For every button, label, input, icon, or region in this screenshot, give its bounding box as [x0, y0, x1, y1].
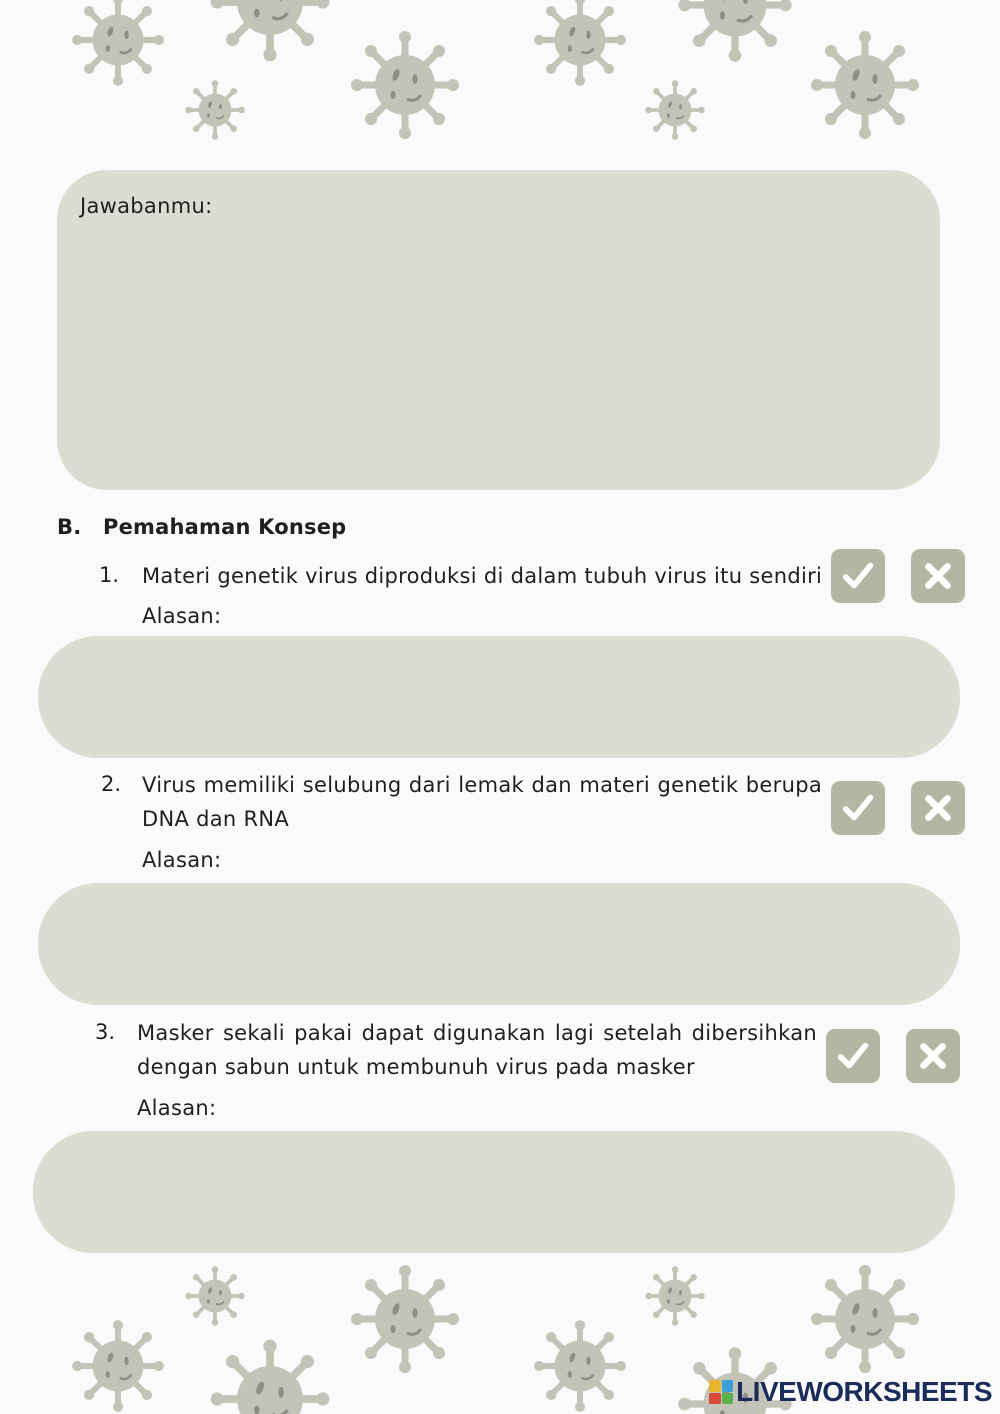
check-icon: [834, 1037, 872, 1075]
liveworksheets-logo: [709, 1376, 992, 1408]
answer-label: Jawabanmu:: [80, 194, 213, 218]
question-number: 1.: [99, 563, 120, 587]
section-heading: [57, 515, 346, 539]
close-icon: [919, 557, 957, 595]
true-button[interactable]: [831, 549, 885, 603]
answer-box-main[interactable]: [57, 170, 940, 490]
question-text: Virus memiliki selubung dari lemak dan materi genetik berupa DNA dan RNA: [142, 773, 822, 831]
reason-input[interactable]: [38, 636, 960, 758]
reason-label: Alasan:: [142, 848, 222, 872]
false-button[interactable]: [911, 781, 965, 835]
virus-decoration-top: [0, 0, 1000, 160]
reason-label: Alasan:: [137, 1096, 217, 1120]
close-icon: [914, 1037, 952, 1075]
question-text: Materi genetik virus diproduksi di dalam tubuh virus itu sendiri: [142, 564, 823, 588]
reason-input[interactable]: [33, 1131, 955, 1253]
true-button[interactable]: [831, 781, 885, 835]
question-text: Masker sekali pakai dapat digunakan lagi setelah dibersihkan dengan sabun untuk membunuh virus pada masker: [137, 1021, 817, 1079]
section-letter: B.: [57, 515, 82, 539]
watermark-text: LIVEWORKSHEETS: [736, 1376, 992, 1407]
check-icon: [839, 789, 877, 827]
question-number: 2.: [101, 772, 122, 796]
logo-mark-icon: [709, 1380, 733, 1404]
question-number: 3.: [95, 1020, 116, 1044]
reason-input[interactable]: [38, 883, 960, 1005]
false-button[interactable]: [911, 549, 965, 603]
false-button[interactable]: [906, 1029, 960, 1083]
true-button[interactable]: [826, 1029, 880, 1083]
check-icon: [839, 557, 877, 595]
reason-label: Alasan:: [142, 604, 222, 628]
section-title: Pemahaman Konsep: [103, 515, 347, 539]
close-icon: [919, 789, 957, 827]
